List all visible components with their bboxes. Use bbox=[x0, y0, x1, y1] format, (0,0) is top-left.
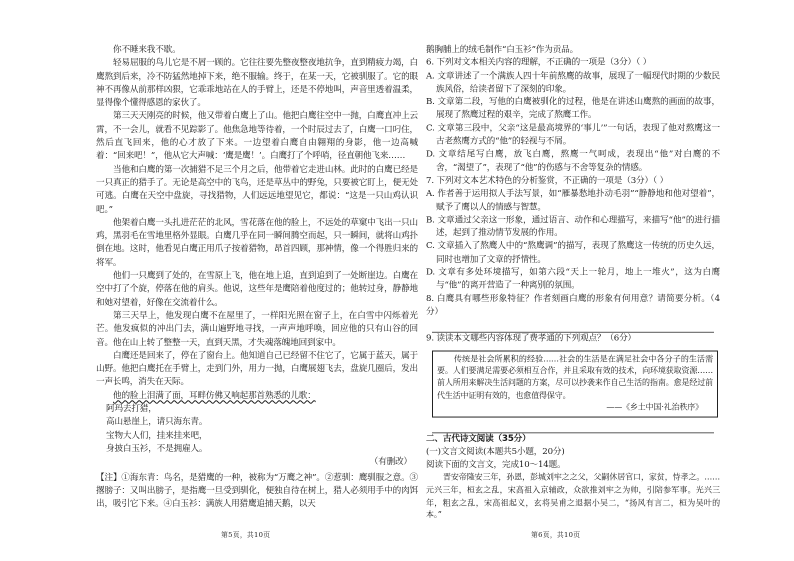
quote-box bbox=[432, 350, 718, 417]
paragraph: 第三天早上，他发现白鹰不在屋里了，一样阳光照在窗子上，在白雪中闪烁着光芒。他发疯似的冲出门去，满山遍野地寻找，一声声地呼唤，回应他的只有山谷的回音。他在山上转了整整一天，直到天黑，才失魂落魄地回到家中。 bbox=[96, 310, 418, 348]
poem bbox=[96, 403, 418, 456]
paragraph: 第三天天刚亮的时候，他又带着白鹰上了山。他把白鹰往空中一抛，白鹰直冲上云霄，不一会儿，就看不见踪影了。他焦急地等待着，一个时辰过去了，白鹰一口叼住，然后直飞回来，他的心才放了下来。一边望着白鹰自由翱翔的身影，他一边高喊着：“回来吧！”，他从它大声喊：‘鹰是鹰！’。白鹰打了个呼哨，径直朝他飞来…… bbox=[96, 111, 418, 162]
question-option: B. 文章通过父亲这一形象，通过语言、动作和心理描写，来描写“他”的进行描述，起到了推动情节发展的作用。 bbox=[426, 215, 720, 239]
poem-line: 身披白玉衫，不是拥雇人。 bbox=[106, 443, 208, 454]
lead-text: 鹅胸脯上的绒毛制作“白玉衫”作为贡品。 bbox=[426, 44, 579, 55]
answer-line bbox=[432, 419, 714, 433]
paragraph: 他们一只鹰到了处的，在雪原上飞，他在地上追，直到追到了一处断崖边。白鹰在空中打了个旋，停落在他的肩头。他说，这些年是鹰陪着他度过的；他转过身，静静地和她对望着，好像在交流着什么。 bbox=[96, 271, 418, 308]
page-footer: 第6页，共10页 bbox=[531, 531, 581, 539]
question-option: C. 文章插入了熬鹰人中的“熬鹰调”的描写，表现了熬鹰这一传统的历史久远，同时也增加了文章的抒情性。 bbox=[426, 241, 720, 265]
question-9: 9. 读读本文哪些内容体现了费孝通的下列观点？（6分） bbox=[426, 333, 637, 344]
section-instruction: 阅读下面的文言文，完成10～14题。 bbox=[426, 460, 566, 470]
right-page bbox=[420, 0, 720, 561]
question-option: A. 文章讲述了一个满族人四十年前熬鹰的故事，展现了一幅现代时期的少数民族风俗，给读者留下了深刻的印象。 bbox=[426, 71, 720, 95]
question-stem: 6. 下列对文本相关内容的理解，不正确的一项是（3分）（ ） bbox=[426, 58, 652, 68]
question-option: A. 作者善于运用拟人手法写景，如“雁暴愁地扑动毛羽”“静静地和他对望着”，赋予了鹰以人的情感与智慧。 bbox=[426, 189, 720, 213]
source-note: （有删改） bbox=[369, 457, 412, 468]
paragraph: 他架着白鹰一头扎进茫茫的北风，雪花落在他的脸上，不远处的草窠中飞出一只山鸡，黑羽毛在雪地里格外显眼。白鹰几乎在同一瞬间腾空而起，只一瞬间，就将山鸡扑倒在地。这时，他看见白鹰正用爪子按着猎物，昂首四顾，那神情，像一个得胜归来的将军。 bbox=[96, 217, 418, 268]
answer-line bbox=[432, 319, 714, 333]
question-option: C. 文章第三段中，父亲“这是最高境界的‘事儿’”一句话，表现了他对熬鹰这一古老熬鹰方式的“他”的轻视与不屑。 bbox=[426, 123, 720, 147]
left-page bbox=[96, 0, 418, 561]
poem-line: 高山悬崖上，请只海东青。 bbox=[106, 417, 208, 428]
question-option: D. 文章结尾写白鹰，放飞白鹰，熬鹰一气呵成，表现出“他”对白鹰的不舍，“渴望了”，表现了“他”的伤感与不舍等复杂的情感。 bbox=[426, 149, 720, 173]
classical-text: 晋安帝隆安三年，孙恩，彭城刘牢之之父，父嗣休居官口，家贫，恃孝之。……元兴三年，桓玄之乱，宋高祖入京辅政，众欲推刘牢之为帅，引陪参军事。光兴三年，粗玄之乱，宋高祖起义，玄将吴甫之退据小吴二，“扬风有言二，桓为吴叶的本。” bbox=[426, 473, 720, 520]
question-option: B. 文章第二段，写他的白鹰被驯化的过程，他是在讲述山鹰熬的画面的故事，展现了熬鹰过程的艰辛，完成了熬鹰工作。 bbox=[426, 97, 720, 121]
quote-text: 传统是社会所累积的经验……社会的生活是在满足社会中各分子的生活需要。人们要满足需要必须相互合作，并且采取有效的技术，向环境获取资源……前人所用来解决生活问题的方案，尽可以抄袭来作自己生活的指南。愈是经过前代生活中证明有效的，也愈值得保守。 bbox=[437, 354, 713, 400]
quote-source: ——《乡土中国·礼治秩序》 bbox=[606, 402, 703, 412]
page-footer: 第5页，共10页 bbox=[221, 531, 271, 539]
section-subtitle: (一)文言文阅读(本题共5小题，20分) bbox=[426, 446, 565, 457]
poem-line: 宝物大人们，挂来挂来吧， bbox=[106, 430, 208, 441]
question-option: D. 文章有多处环境描写，如第六段“天上一轮月，地上一堆火”，这为白鹰与“他”的离开营造了一种离别的氛围。 bbox=[426, 267, 720, 291]
paragraph: 轻易屈服的鸟儿它是不屑一顾的。它往往要先整夜整夜地抗争，直到精疲力竭，白鹰熬到后来，冷不防猛然地掉下来，绝不服输。终于，在某一天，它被驯服了。它的眼神不再像从前那样凶狠，它乖乖地站在人的手臂上，还是不停地叫，声音里透着温柔，显得像个懂得感恩的家伙了。 bbox=[96, 58, 418, 109]
section-title: 二、古代诗文阅读（35分） bbox=[426, 433, 531, 444]
poem-line: 阿玛去打猎， bbox=[106, 404, 157, 415]
question-stem: 7. 下列对文本艺术特色的分析鉴赏，不正确的一项是（3分）（ ） bbox=[426, 176, 669, 186]
poem-intro: 他的脸上泪满了面，耳畔仿佛又响起那首熟悉的儿歌： bbox=[113, 390, 316, 401]
paragraph: 当他和白鹰的第一次捕猎不足三个月之后，他带着它走进山林。此时的白鹰已经是一只真正的猎手了。无论是高空中的飞鸟，还是草丛中的野兔，只要被它盯上，便无处可逃。白鹰在天空中盘旋，寻找猎物，人们远远地望见它，都说：“这是一只山鸡认识吧。” bbox=[96, 164, 418, 215]
footnote: 【注】①海东青：鸟名，是猎鹰的一种，被称为“万鹰之神”。②惹驯：鹰驯服之意。③撂膀子：又叫出膀子，是指鹰一旦受到驯化，便独自待在树上，猎人必须用手中的肉饵出，吸引它下来。④白玉衫：满族人用猎鹰追捕天鹅，以天 bbox=[96, 472, 418, 510]
paragraph: 你不睡来我不歇。 bbox=[113, 45, 181, 55]
question-8: 8. 白鹰具有哪些形象特征？作者刻画白鹰的形象有何用意？请简要分析。（4分） bbox=[426, 293, 720, 317]
left-column bbox=[96, 44, 418, 511]
paragraph: 白鹰还是回来了，停在了窗台上。他知道自己已经留不住它了，它属于蓝天，属于山野。他把白鹰托在手臂上，走到门外，用力一抛，白鹰展翅飞去，盘旋几圈后，发出一声长鸣，消失在天际。 bbox=[96, 350, 418, 388]
right-column bbox=[426, 44, 720, 522]
